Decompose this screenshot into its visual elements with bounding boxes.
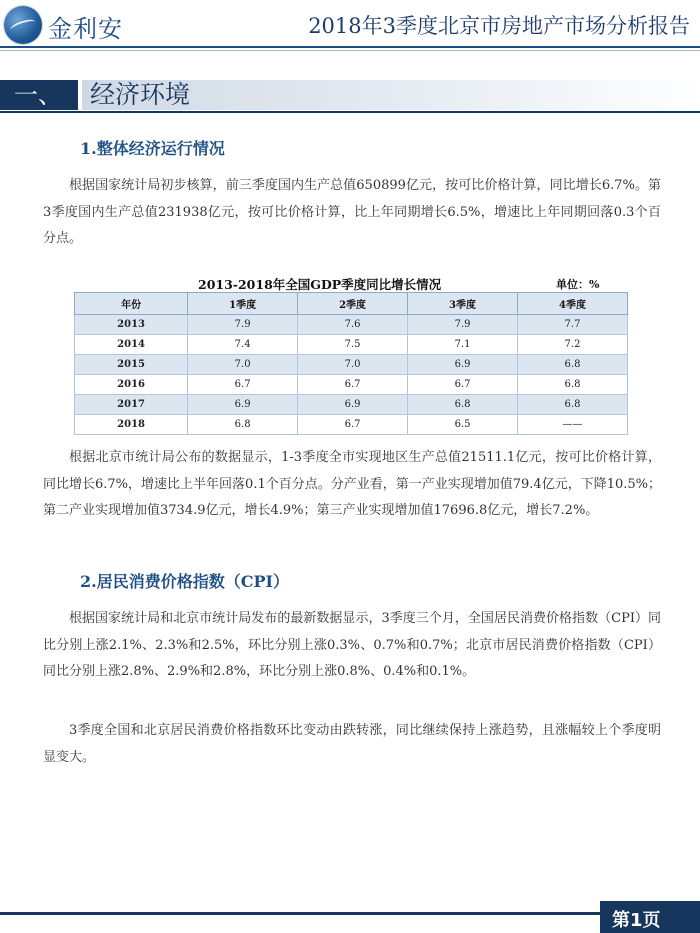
paragraph-cpi-summary: 3季度全国和北京居民消费价格指数环比变动由跌转涨，同比继续保持上涨趋势，且涨幅较上个季度明显变大。 [43,723,661,765]
paragraph-national-gdp: 根据国家统计局初步核算，前三季度国内生产总值650899亿元，按可比价格计算，同比增长6.7%。第3季度国内生产总值231938亿元，按可比价格计算，比上年同期增长6.5%，增速比上年同期回落0.3个百分点。 [43,178,661,246]
header-divider [0,46,700,48]
report-title: 2018年3季度北京市房地产市场分析报告 [308,14,690,38]
cell-value: 7.7 [518,315,628,335]
section-number: 一、 [0,80,78,110]
cell-value: 7.6 [298,315,408,335]
paragraph-cpi-data: 根据国家统计局和北京市统计局发布的最新数据显示，3季度三个月，全国居民消费价格指数（CPI）同比分别上涨2.1%、2.3%和2.5%，环比分别上涨0.3%、0.7%和0.7%；北京市居民消费价格指数（CPI）同比分别上涨2.8%、2.9%和2.8%，环比分别上涨0.8%、0.4%和0.1%。 [43,611,661,679]
table-row [75,395,628,415]
cell-value: 6.7 [188,375,298,395]
table-row [75,355,628,375]
column-header-q1: 1季度 [188,293,298,315]
cell-value: 7.1 [408,335,518,355]
cell-year: 2014 [75,335,188,355]
column-header-q3: 3季度 [408,293,518,315]
section-title: 经济环境 [82,80,700,110]
header-divider-thin [0,50,700,51]
table-header-row [75,293,628,315]
cell-value: 6.8 [408,395,518,415]
section-underline [0,111,700,113]
column-header-q4: 4季度 [518,293,628,315]
cell-year: 2017 [75,395,188,415]
cell-value: 7.4 [188,335,298,355]
cell-value: 6.9 [188,395,298,415]
column-header-year: 年份 [75,293,188,315]
cell-year: 2015 [75,355,188,375]
cell-value: 6.8 [188,415,298,435]
cell-value: 6.7 [408,375,518,395]
table-row [75,335,628,355]
subsection-heading-economy: 1.整体经济运行情况 [80,139,225,158]
cell-value: 6.7 [298,415,408,435]
cell-value: 6.7 [298,375,408,395]
cell-value: 6.9 [408,355,518,375]
table-title: 2013-2018年全国GDP季度同比增长情况 [198,277,442,292]
cell-value: 7.0 [188,355,298,375]
table-unit: 单位：% [556,278,600,291]
cell-value: 6.9 [298,395,408,415]
table-row [75,415,628,435]
cell-value: 6.5 [408,415,518,435]
cell-year: 2018 [75,415,188,435]
globe-logo-icon [4,6,42,44]
cell-value: 6.8 [518,355,628,375]
cell-value: 7.2 [518,335,628,355]
table-row [75,315,628,335]
cell-value: 7.5 [298,335,408,355]
cell-year: 2016 [75,375,188,395]
cell-value: 6.8 [518,375,628,395]
cell-value: 7.9 [408,315,518,335]
brand-name: 金利安 [48,15,123,43]
cell-year: 2013 [75,315,188,335]
cell-value: 7.9 [188,315,298,335]
subsection-heading-cpi: 2.居民消费价格指数（CPI） [80,572,289,591]
cell-value: 7.0 [298,355,408,375]
column-header-q2: 2季度 [298,293,408,315]
cell-value: —— [518,415,628,435]
cell-value: 6.8 [518,395,628,415]
paragraph-beijing-gdp: 根据北京市统计局公布的数据显示，1-3季度全市实现地区生产总值21511.1亿元，按可比价格计算，同比增长6.7%，增速比上半年回落0.1个百分点。分产业看，第一产业实现增加值79.4亿元，下降10.5%；第二产业实现增加值3734.9亿元，增长4.9%；第三产业实现增加值17696.8亿元，增长7.2%。 [43,450,661,518]
page-number: 第1页 [612,910,661,931]
table-row [75,375,628,395]
gdp-growth-table [74,292,628,435]
footer-divider [0,912,700,915]
